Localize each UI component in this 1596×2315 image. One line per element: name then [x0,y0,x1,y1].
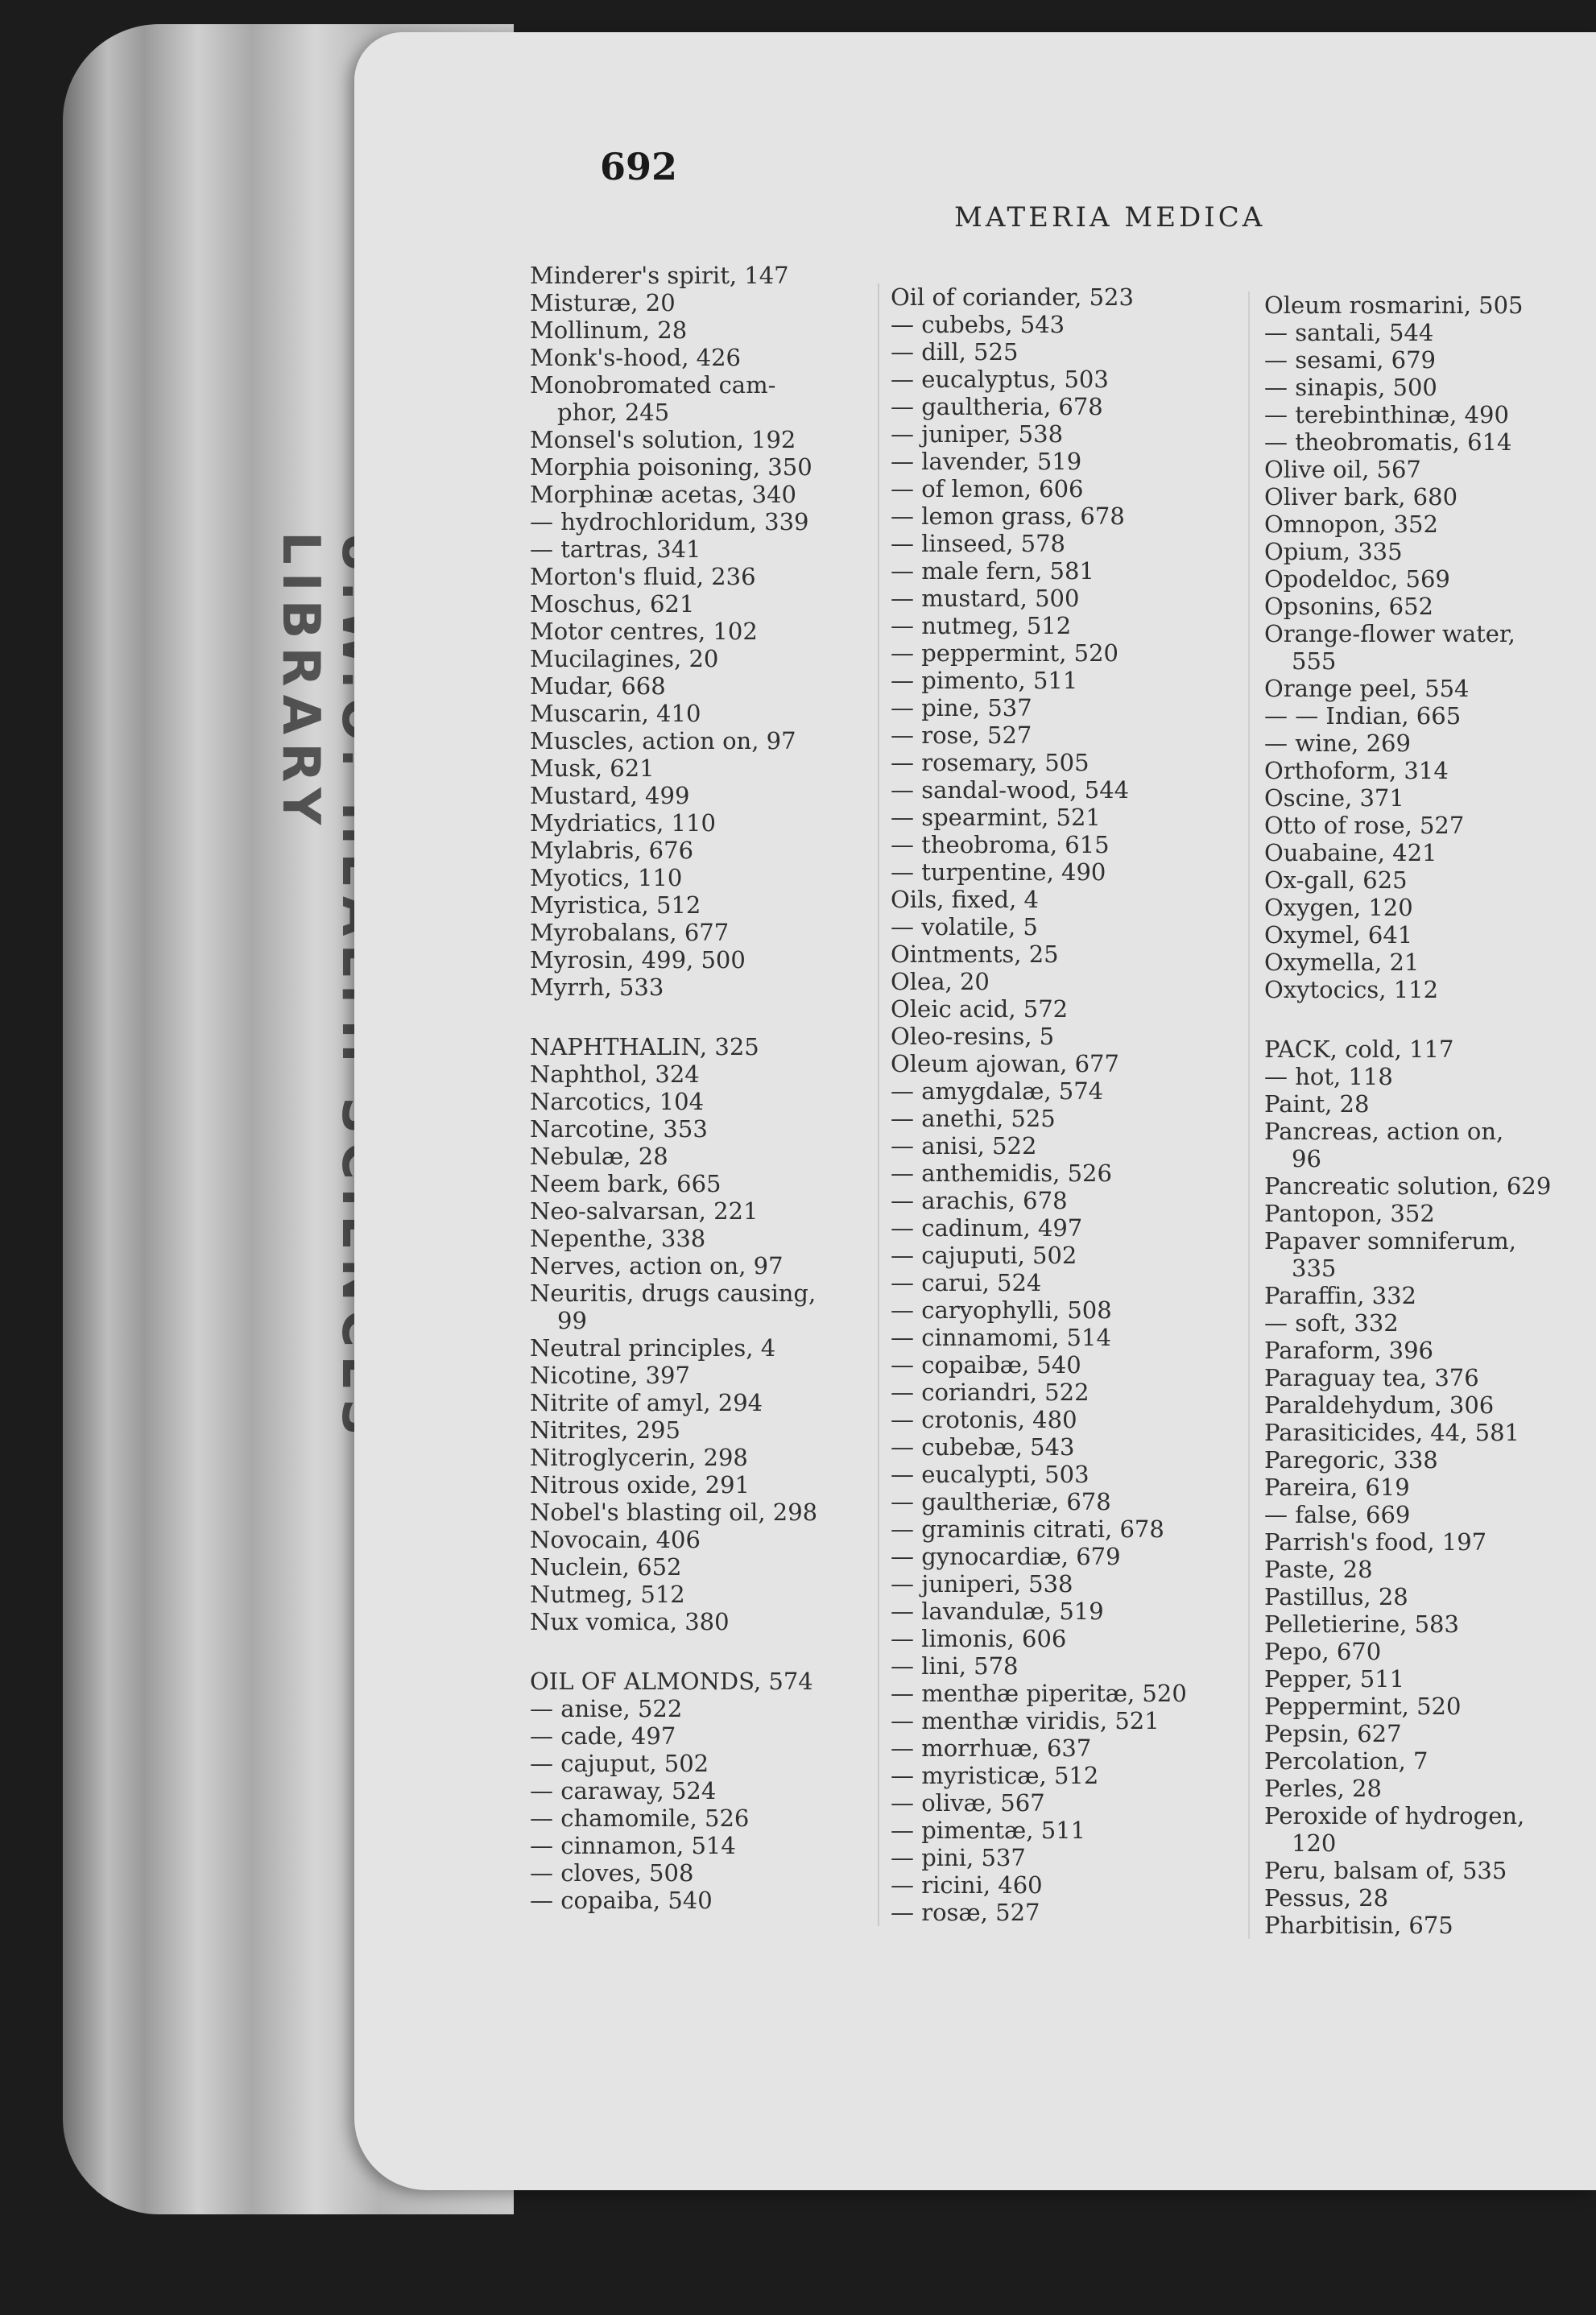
index-entry: — false, 669 [1264,1501,1411,1528]
index-entry: Pepo, 670 [1264,1638,1382,1665]
index-entry: — juniper, 538 [891,420,1064,448]
index-entry: — theobroma, 615 [891,831,1110,858]
index-entry: — cajuputi, 502 [891,1242,1077,1269]
book-page [354,32,1596,2190]
index-entry: Peppermint, 520 [1264,1693,1462,1720]
index-entry: Mollinum, 28 [530,316,688,344]
index-entry: Mustard, 499 [530,782,690,809]
index-entry: Narcotics, 104 [530,1088,705,1115]
index-entry: Neuritis, drugs causing, [530,1279,817,1307]
index-entry: Oleum ajowan, 677 [891,1050,1119,1077]
index-entry: Muscarin, 410 [530,700,701,727]
index-entry: Paraguay tea, 376 [1264,1364,1479,1391]
index-entry: — hot, 118 [1264,1063,1393,1090]
running-head: MATERIA MEDICA [954,201,1266,234]
index-entry: — terebinthinæ, 490 [1264,401,1509,428]
index-entry: — eucalyptus, 503 [891,366,1109,393]
index-entry: — turpentine, 490 [891,858,1106,886]
index-entry: — olivæ, 567 [891,1789,1045,1817]
index-entry: Opsonins, 652 [1264,593,1433,620]
index-entry: Nuclein, 652 [530,1553,682,1581]
index-entry: Monk's-hood, 426 [530,344,742,371]
index-entry: — gynocardiæ, 679 [891,1543,1121,1570]
index-entry: Myrosin, 499, 500 [530,946,746,974]
index-entry: Myrrh, 533 [530,974,664,1001]
index-entry: Ouabaine, 421 [1264,839,1437,866]
index-entry: Pareira, 619 [1264,1474,1410,1501]
index-entry: Oil of coriander, 523 [891,283,1134,311]
index-entry: — copaibæ, 540 [891,1351,1081,1379]
index-entry: — morrhuæ, 637 [891,1734,1092,1762]
index-entry: Paint, 28 [1264,1090,1370,1118]
index-entry: — cajuput, 502 [530,1750,709,1777]
index-entry: Parasiticides, 44, 581 [1264,1419,1520,1446]
index-entry: — juniperi, 538 [891,1570,1073,1598]
index-entry: — soft, 332 [1264,1309,1399,1337]
index-entry: — pimento, 511 [891,667,1078,694]
index-entry: — linseed, 578 [891,530,1066,557]
index-entry: — sandal-wood, 544 [891,776,1130,804]
index-entry: — pine, 537 [891,694,1032,721]
index-entry: — theobromatis, 614 [1264,428,1512,456]
index-entry: Nux vomica, 380 [530,1608,730,1635]
index-entry: — male fern, 581 [891,557,1094,585]
index-entry: Oleic acid, 572 [891,995,1069,1023]
index-entry: Pepper, 511 [1264,1665,1405,1693]
index-entry: Monsel's solution, 192 [530,426,796,453]
index-entry: — of lemon, 606 [891,475,1084,502]
index-entry: Novocain, 406 [530,1526,701,1553]
index-entry: — — Indian, 665 [1264,702,1462,730]
index-entry: Orthoform, 314 [1264,757,1449,784]
index-entry: — cadinum, 497 [891,1214,1083,1242]
index-entry: 335 [1292,1255,1337,1282]
index-entry: — anisi, 522 [891,1132,1037,1160]
index-entry: Nerves, action on, 97 [530,1252,784,1279]
index-entry: Mucilagines, 20 [530,645,719,672]
index-entry: Pharbitisin, 675 [1264,1912,1453,1939]
index-entry: Pastillus, 28 [1264,1583,1408,1610]
index-entry: Otto of rose, 527 [1264,812,1465,839]
index-entry: — caryophylli, 508 [891,1296,1112,1324]
index-entry: — pimentæ, 511 [891,1817,1086,1844]
index-entry: Narcotine, 353 [530,1115,708,1143]
index-entry: Paraldehydum, 306 [1264,1391,1495,1419]
index-entry: — volatile, 5 [891,913,1038,940]
index-entry: — anise, 522 [530,1695,683,1722]
index-entry: — gaultheriæ, 678 [891,1488,1111,1515]
index-entry: — lavender, 519 [891,448,1082,475]
index-entry: Morton's fluid, 236 [530,563,756,590]
index-entry: — mustard, 500 [891,585,1080,612]
index-entry: Pepsin, 627 [1264,1720,1402,1747]
index-entry: Nitrite of amyl, 294 [530,1389,763,1416]
index-entry: Papaver somniferum, [1264,1227,1516,1255]
index-entry: Pancreatic solution, 629 [1264,1172,1552,1200]
index-entry: Moschus, 621 [530,590,695,618]
index-entry: — lavandulæ, 519 [891,1598,1104,1625]
index-entry: Oxymel, 641 [1264,921,1413,949]
index-entry: — wine, 269 [1264,730,1411,757]
index-entry: Percolation, 7 [1264,1747,1429,1775]
index-entry: — cloves, 508 [530,1859,694,1887]
index-entry: — hydrochloridum, 339 [530,508,809,535]
index-entry: Oliver bark, 680 [1264,483,1458,511]
index-entry: Ointments, 25 [891,940,1059,968]
index-entry: Olive oil, 567 [1264,456,1421,483]
index-entry: Peroxide of hydrogen, [1264,1802,1525,1829]
index-entry: — pini, 537 [891,1844,1026,1871]
index-entry: — cade, 497 [530,1722,676,1750]
index-entry: — eucalypti, 503 [891,1461,1089,1488]
index-entry: Mylabris, 676 [530,837,694,864]
index-entry: Oscine, 371 [1264,784,1404,812]
index-entry: 555 [1292,647,1337,675]
index-entry: Pancreas, action on, [1264,1118,1504,1145]
index-entry: Oleum rosmarini, 505 [1264,291,1524,319]
index-entry: — limonis, 606 [891,1625,1067,1652]
index-entry: — caraway, 524 [530,1777,717,1804]
index-entry: — myristicæ, 512 [891,1762,1099,1789]
index-entry: phor, 245 [557,399,670,426]
index-entry: Oils, fixed, 4 [891,886,1039,913]
index-entry: Musk, 621 [530,754,655,782]
index-entry: Oxymella, 21 [1264,949,1420,976]
index-entry: — lini, 578 [891,1652,1019,1680]
index-entry: — anthemidis, 526 [891,1160,1112,1187]
index-entry: PACK, cold, 117 [1264,1036,1454,1063]
index-entry: Paraffin, 332 [1264,1282,1416,1309]
index-entry: Mudar, 668 [530,672,666,700]
index-entry: 96 [1292,1145,1321,1172]
index-entry: — cubebæ, 543 [891,1433,1075,1461]
index-entry: — sesami, 679 [1264,346,1436,374]
index-entry: — chamomile, 526 [530,1804,750,1832]
index-entry: Misturæ, 20 [530,289,676,316]
index-entry: Paste, 28 [1264,1556,1373,1583]
index-entry: — ricini, 460 [891,1871,1043,1899]
index-entry: — coriandri, 522 [891,1379,1089,1406]
index-entry: Neo-salvarsan, 221 [530,1197,759,1225]
page-number: 692 [600,145,678,188]
index-entry: — amygdalæ, 574 [891,1077,1104,1105]
index-entry: Ox-gall, 625 [1264,866,1408,894]
index-entry: Orange-flower water, [1264,620,1515,647]
index-entry: Omnopon, 352 [1264,511,1438,538]
index-entry: Oleo-resins, 5 [891,1023,1055,1050]
index-entry: Oxytocics, 112 [1264,976,1439,1003]
index-entry: 120 [1292,1829,1337,1857]
index-entry: — gaultheria, 678 [891,393,1103,420]
index-entry: Pantopon, 352 [1264,1200,1435,1227]
index-column-3 [1248,291,1596,1939]
index-entry: — carui, 524 [891,1269,1042,1296]
index-entry: — arachis, 678 [891,1187,1068,1214]
index-entry: Neutral principles, 4 [530,1334,776,1362]
index-entry: Pelletierine, 583 [1264,1610,1459,1638]
index-entry: — lemon grass, 678 [891,502,1125,530]
index-entry: — graminis citrati, 678 [891,1515,1164,1543]
index-entry: — dill, 525 [891,338,1019,366]
index-entry: — copaiba, 540 [530,1887,713,1914]
index-entry: — cinnamomi, 514 [891,1324,1111,1351]
index-entry: — crotonis, 480 [891,1406,1077,1433]
index-entry: Nitroglycerin, 298 [530,1444,748,1471]
index-entry: Paraform, 396 [1264,1337,1433,1364]
index-entry: Naphthol, 324 [530,1060,700,1088]
index-column-2 [878,283,1261,1926]
index-entry: Motor centres, 102 [530,618,758,645]
index-entry: Peru, balsam of, 535 [1264,1857,1507,1884]
index-entry: — tartras, 341 [530,535,701,563]
index-entry: Perles, 28 [1264,1775,1382,1802]
index-entry: — rosæ, 527 [891,1899,1040,1926]
index-entry: Nicotine, 397 [530,1362,690,1389]
index-entry: Myristica, 512 [530,891,701,919]
index-entry: Nutmeg, 512 [530,1581,685,1608]
index-entry: Pessus, 28 [1264,1884,1389,1912]
index-entry: — sinapis, 500 [1264,374,1437,401]
index-entry: — cinnamon, 514 [530,1832,736,1859]
index-entry: Nitrous oxide, 291 [530,1471,750,1499]
index-entry: Myrobalans, 677 [530,919,730,946]
index-entry: — menthæ viridis, 521 [891,1707,1160,1734]
index-entry: — peppermint, 520 [891,639,1118,667]
index-entry: Muscles, action on, 97 [530,727,796,754]
index-entry: Orange peel, 554 [1264,675,1470,702]
index-entry: Nobel's blasting oil, 298 [530,1499,818,1526]
index-entry: — anethi, 525 [891,1105,1056,1132]
index-entry: NAPHTHALIN, 325 [530,1033,759,1060]
index-entry: OIL OF ALMONDS, 574 [530,1668,813,1695]
index-entry: — nutmeg, 512 [891,612,1072,639]
index-entry: Parrish's food, 197 [1264,1528,1487,1556]
index-entry: — spearmint, 521 [891,804,1101,831]
index-entry: Monobromated cam- [530,371,776,399]
index-entry: Nebulæ, 28 [530,1143,668,1170]
index-entry: Paregoric, 338 [1264,1446,1438,1474]
index-entry: Myotics, 110 [530,864,683,891]
index-entry: — santali, 544 [1264,319,1434,346]
library-stamp-text: LIBRARY [271,531,330,833]
index-entry: 99 [557,1307,587,1334]
index-entry: Oxygen, 120 [1264,894,1413,921]
index-entry: Nepenthe, 338 [530,1225,706,1252]
index-entry: Morphinæ acetas, 340 [530,481,796,508]
index-entry: Minderer's spirit, 147 [530,262,789,289]
index-entry: — rosemary, 505 [891,749,1089,776]
index-entry: — menthæ piperitæ, 520 [891,1680,1187,1707]
index-entry: Nitrites, 295 [530,1416,680,1444]
index-entry: Neem bark, 665 [530,1170,722,1197]
index-entry: — rose, 527 [891,721,1032,749]
index-entry: Morphia poisoning, 350 [530,453,812,481]
index-entry: Opodeldoc, 569 [1264,565,1450,593]
index-column-1 [530,262,868,1914]
index-entry: Olea, 20 [891,968,990,995]
index-entry: Opium, 335 [1264,538,1403,565]
index-entry: Mydriatics, 110 [530,809,716,837]
index-entry: — cubebs, 543 [891,311,1065,338]
